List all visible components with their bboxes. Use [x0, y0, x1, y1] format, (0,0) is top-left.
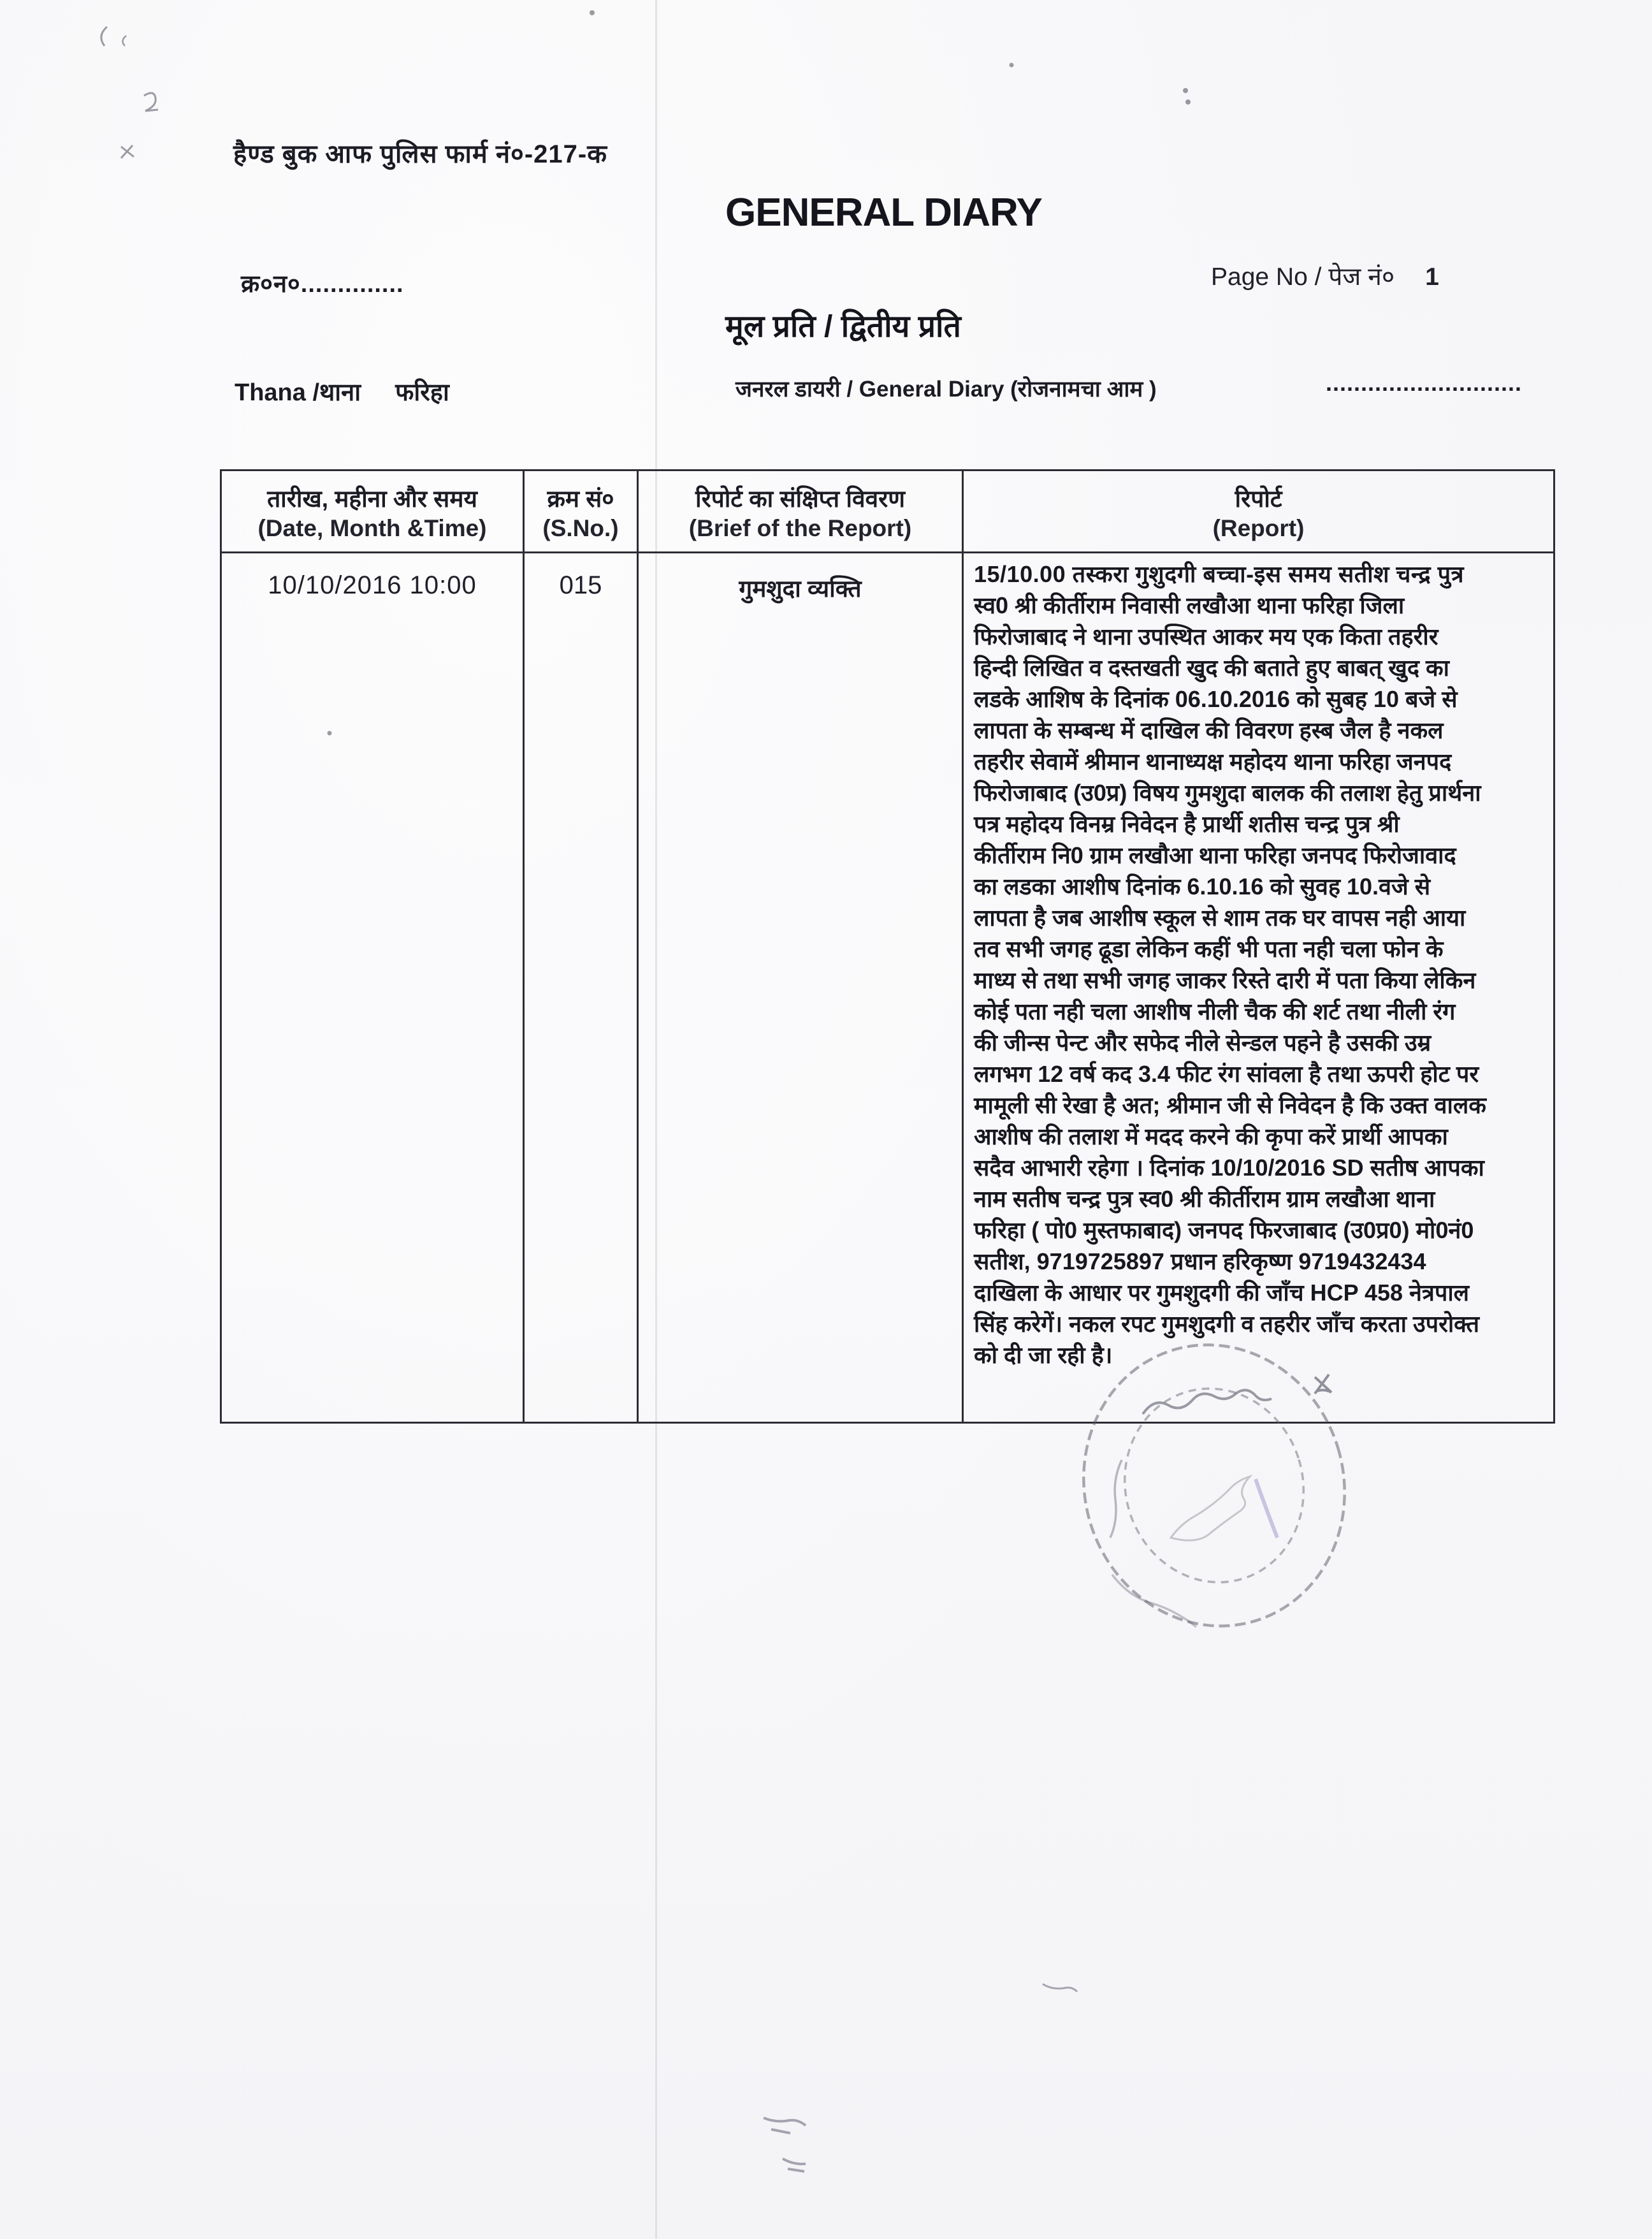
- report-line: तव सभी जगह ढूडा लेकिन कहीं भी पता नही चला फोन के: [974, 936, 1444, 962]
- report-line: का लडका आशीष दिनांक 6.10.16 को सुवह 10.वजे से: [974, 873, 1431, 900]
- form-handbook-number: हैण्ड बुक आफ पुलिस फार्म नं०-217-क: [233, 140, 607, 168]
- page-number-label: Page No / पेज नं०: [1211, 263, 1395, 291]
- entry-serial-no: 015: [559, 571, 602, 599]
- report-line: आशीष की तलाश में मदद करने की कृपा करें प्रार्थी आपका: [974, 1123, 1448, 1149]
- report-line: कोई पता नही चला आशीष नीली चैक की शर्ट तथा नीली रंग: [974, 998, 1456, 1025]
- report-line: लगभग 12 वर्ष कद 3.4 फीट रंग सांवला है तथा ऊपरी होट पर: [974, 1061, 1479, 1087]
- report-line: सतीश, 9719725897 प्रधान हरिकृष्ण 9719432434: [974, 1248, 1426, 1274]
- report-line: नाम सतीष चन्द्र पुत्र स्व0 श्री कीर्तीराम ग्राम लखौआ थाना: [974, 1186, 1435, 1212]
- header-sno-hi: क्रम सं०: [547, 485, 614, 512]
- serial-number-label: क्र०न०..............: [241, 271, 404, 298]
- header-date-hi: तारीख, महीना और समय: [267, 485, 477, 512]
- report-line: फिरोजाबाद ने थाना उपस्थित आकर मय एक किता तहरीर: [974, 624, 1438, 650]
- header-brief-hi: रिपोर्ट का संक्षिप्त विवरण: [695, 485, 906, 512]
- report-line: फरिहा ( पो0 मुस्तफाबाद) जनपद फिरजाबाद (उ0प्र0) मो0नं0: [974, 1217, 1474, 1243]
- entry-date-time: 10/10/2016 10:00: [268, 571, 477, 599]
- report-line: पत्र महोदय विनम्र निवेदन है प्रार्थी शतीस चन्द्र पुत्र श्री: [974, 811, 1400, 837]
- header-sno-en: (S.No.): [542, 514, 619, 541]
- report-line: लडके आशिष के दिनांक 06.10.2016 को सुबह 10 बजे से: [974, 686, 1458, 712]
- report-line: हिन्दी लिखित व दस्तखती खुद की बताते हुए बाबत् खुद का: [974, 655, 1449, 681]
- diary-heading: जनरल डायरी / General Diary (रोजनामचा आम ): [735, 377, 1157, 402]
- report-line: की जीन्स पेन्ट और सफेद नीले सेन्डल पहने है उसकी उम्र: [974, 1030, 1431, 1056]
- report-line: माध्य से तथा सभी जगह जाकर रिस्ते दारी में पता किया लेकिन: [974, 967, 1476, 993]
- report-line: स्व0 श्री कीर्तीराम निवासी लखौआ थाना फरिहा जिला: [974, 592, 1405, 618]
- dotted-fill-line: ............................: [1326, 370, 1523, 396]
- report-line: लापता है जब आशीष स्कूल से शाम तक घर वापस नही आया: [974, 905, 1466, 931]
- report-line: मामूली सी रेखा है अत; श्रीमान जी से निवेदन है कि उक्त वालक: [974, 1092, 1486, 1118]
- thana-value: फरिहा: [395, 379, 449, 406]
- report-line: लापता के सम्बन्ध में दाखिल की विवरण हस्ब जैल है नकल: [974, 717, 1444, 743]
- page-number-value: 1: [1425, 263, 1439, 291]
- entry-brief: गुमशुदा व्यक्ति: [739, 576, 862, 602]
- report-line: दाखिला के आधार पर गुमशुदगी की जाँच HCP 458 नेत्रपाल: [974, 1280, 1470, 1306]
- report-line: सदैव आभारी रहेगा । दिनांक 10/10/2016 SD सतीष आपका: [974, 1155, 1484, 1181]
- report-line: को दी जा रही है।: [974, 1342, 1113, 1368]
- report-line: कीर्तीराम नि0 ग्राम लखौआ थाना फरिहा जनपद फिरोजावाद: [974, 842, 1456, 868]
- report-line: सिंह करेगें। नकल रपट गुमशुदगी व तहरीर जाँच करता उपरोक्त: [974, 1311, 1479, 1337]
- report-line: तहरीर सेवामें श्रीमान थानाध्यक्ष महोदय थाना फरिहा जनपद: [974, 748, 1452, 775]
- thana-label: Thana /थाना: [235, 379, 361, 406]
- header-report-hi: रिपोर्ट: [1235, 485, 1282, 512]
- report-line: फिरोजाबाद (उ0प्र) विषय गुमशुदा बालक की तलाश हेतु प्रार्थना: [974, 780, 1481, 806]
- report-line: 15/10.00 तस्करा गुशुदगी बच्चा-इस समय सतीश चन्द्र पुत्र: [974, 561, 1464, 587]
- header-brief-en: (Brief of the Report): [688, 514, 912, 541]
- copy-type-heading: मूल प्रति / द्वितीय प्रति: [725, 310, 961, 344]
- header-date-en: (Date, Month &Time): [257, 514, 487, 541]
- page-title: GENERAL DIARY: [725, 191, 1042, 235]
- header-report-en: (Report): [1212, 514, 1305, 541]
